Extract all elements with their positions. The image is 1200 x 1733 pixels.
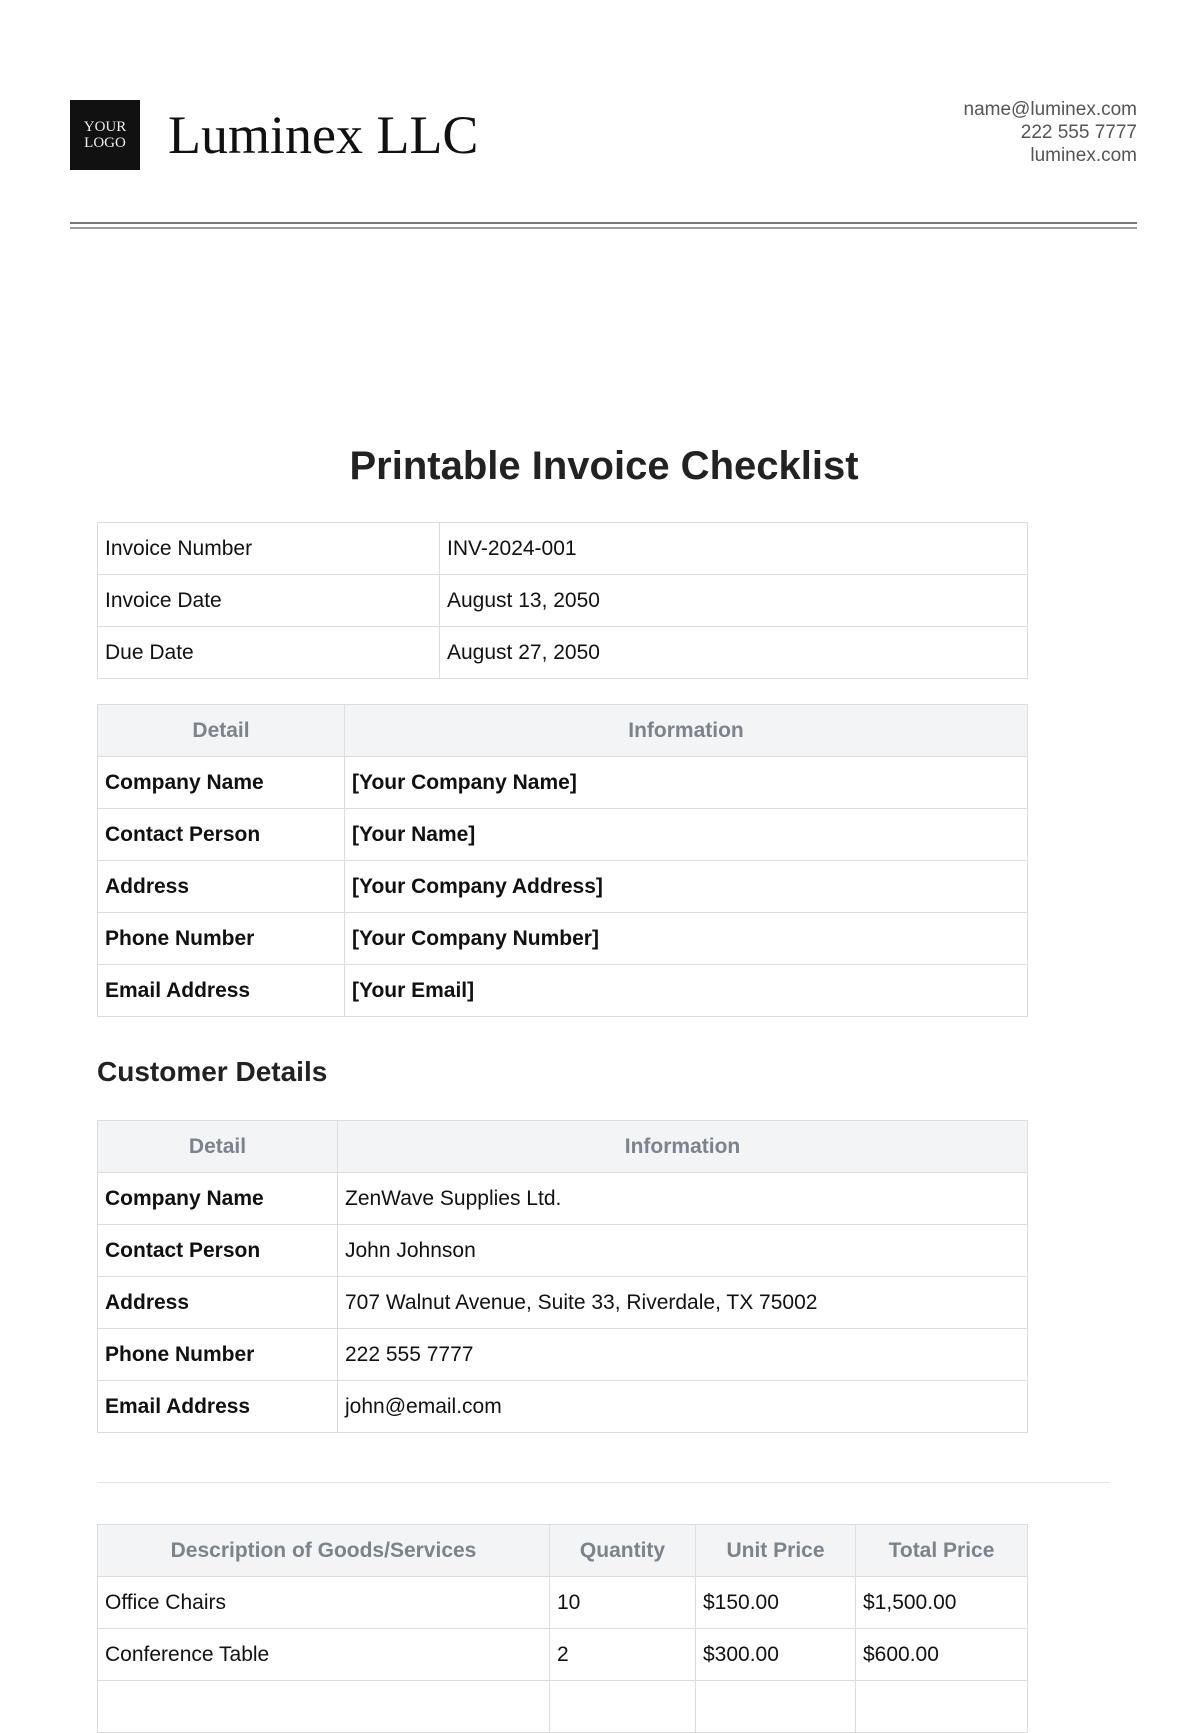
table-row	[98, 1681, 1028, 1733]
table-row	[98, 757, 1028, 809]
header-cell: Unit Price	[696, 1525, 856, 1577]
item-quantity: 10	[550, 1577, 696, 1629]
table-header	[98, 1525, 1028, 1577]
item-unit-price: $150.00	[696, 1577, 856, 1629]
table-header	[98, 1121, 1028, 1173]
cell-value: [Your Company Address]	[345, 861, 1028, 913]
page-title: Printable Invoice Checklist	[349, 444, 859, 488]
header-cell: Quantity	[550, 1525, 696, 1577]
cell-label: Phone Number	[98, 1329, 338, 1381]
divider	[97, 1482, 1110, 1483]
cell-value: August 27, 2050	[440, 627, 1028, 679]
cell-value: [Your Name]	[345, 809, 1028, 861]
cell-value: [Your Company Name]	[345, 757, 1028, 809]
table-row	[98, 1173, 1028, 1225]
table-row	[98, 575, 1028, 627]
header-cell: Total Price	[856, 1525, 1028, 1577]
item-total-price: $1,500.00	[856, 1577, 1028, 1629]
cell-value: August 13, 2050	[440, 575, 1028, 627]
cell-label: Contact Person	[98, 1225, 338, 1277]
contact-email: name@luminex.com	[963, 99, 1137, 120]
company-name: Luminex LLC	[168, 105, 479, 165]
table-row	[98, 627, 1028, 679]
table-row	[98, 1629, 1028, 1681]
table-row	[98, 1577, 1028, 1629]
invoice-info-table	[97, 522, 1028, 679]
item-total-price	[856, 1681, 1028, 1733]
logo	[70, 100, 140, 170]
cell-label: Company Name	[98, 757, 345, 809]
cell-label: Phone Number	[98, 913, 345, 965]
logo-text: YOUR	[83, 119, 127, 135]
table-row	[98, 809, 1028, 861]
section-heading: Customer Details	[97, 1056, 328, 1087]
cell-value: 222 555 7777	[338, 1329, 1028, 1381]
table-row	[98, 913, 1028, 965]
table-row	[98, 1277, 1028, 1329]
contact-website: luminex.com	[1030, 145, 1137, 166]
cell-label: Contact Person	[98, 809, 345, 861]
table-row	[98, 523, 1028, 575]
items-table	[97, 1524, 1028, 1733]
table-row	[98, 1381, 1028, 1433]
cell-label: Address	[98, 861, 345, 913]
header-cell: Detail	[98, 1121, 338, 1173]
item-total-price: $600.00	[856, 1629, 1028, 1681]
divider	[70, 227, 1137, 229]
cell-value: [Your Company Number]	[345, 913, 1028, 965]
table-header	[98, 705, 1028, 757]
divider	[70, 222, 1137, 224]
cell-label: Due Date	[98, 627, 440, 679]
cell-value: john@email.com	[338, 1381, 1028, 1433]
header-cell: Description of Goods/Services	[98, 1525, 550, 1577]
contact-phone: 222 555 7777	[1020, 122, 1137, 143]
cell-label: Company Name	[98, 1173, 338, 1225]
table-row	[98, 861, 1028, 913]
logo-text: LOGO	[84, 135, 126, 151]
table-row	[98, 1329, 1028, 1381]
cell-value: [Your Email]	[345, 965, 1028, 1017]
table-row	[98, 1225, 1028, 1277]
cell-label: Email Address	[98, 965, 345, 1017]
cell-value: John Johnson	[338, 1225, 1028, 1277]
cell-value: ZenWave Supplies Ltd.	[338, 1173, 1028, 1225]
contact-info	[964, 98, 1137, 167]
cell-value: INV-2024-001	[440, 523, 1028, 575]
item-description: Office Chairs	[98, 1577, 550, 1629]
cell-value: 707 Walnut Avenue, Suite 33, Riverdale, TX 75002	[338, 1277, 1028, 1329]
cell-label: Email Address	[98, 1381, 338, 1433]
cell-label: Address	[98, 1277, 338, 1329]
cell-label: Invoice Date	[98, 575, 440, 627]
item-description: Conference Table	[98, 1629, 550, 1681]
table-row	[98, 965, 1028, 1017]
item-quantity: 2	[550, 1629, 696, 1681]
header-cell: Detail	[98, 705, 345, 757]
company-details-table	[97, 704, 1028, 1017]
item-quantity	[550, 1681, 696, 1733]
customer-details-table	[97, 1120, 1028, 1433]
cell-label: Invoice Number	[98, 523, 440, 575]
header-cell: Information	[345, 705, 1028, 757]
header-cell: Information	[338, 1121, 1028, 1173]
item-unit-price: $300.00	[696, 1629, 856, 1681]
item-unit-price	[696, 1681, 856, 1733]
item-description	[98, 1681, 550, 1733]
